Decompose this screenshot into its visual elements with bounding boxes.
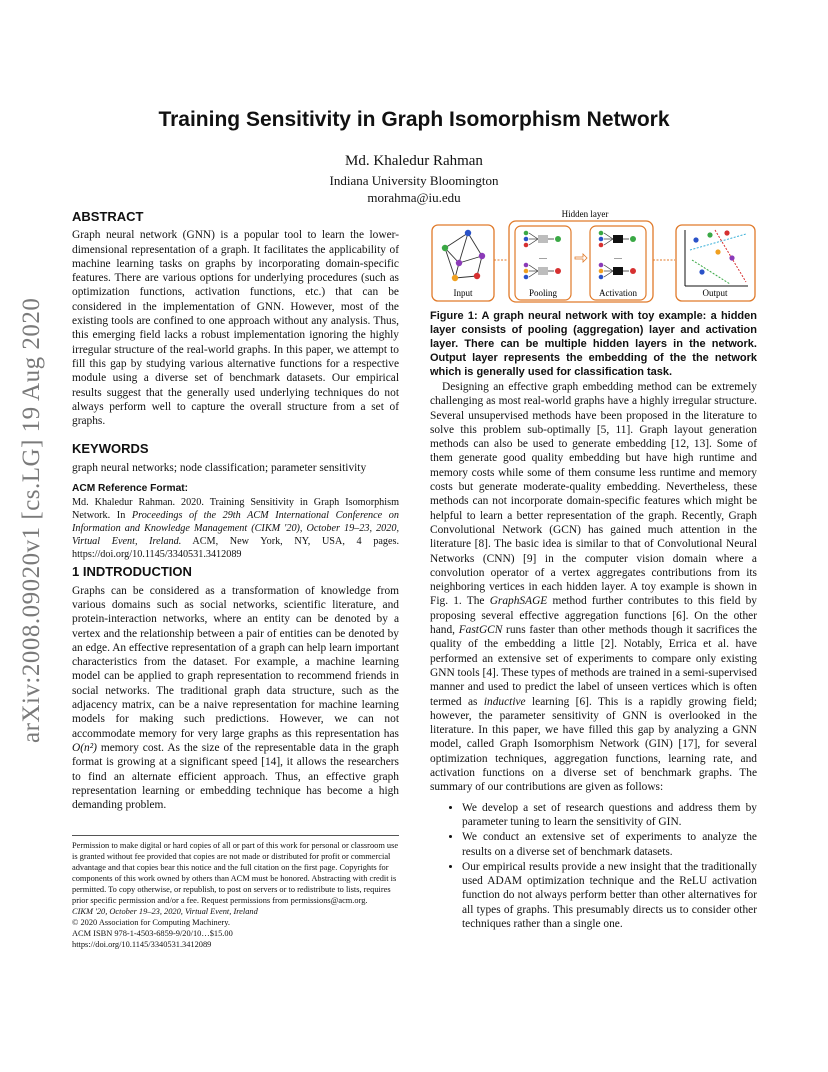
acm-ref-doi: ACM, New York, NY, USA, 4 pages. https://doi.org/10.1145/3340531.3412089 <box>72 536 399 561</box>
intro-text-part1: Graphs can be considered as a transformation of knowledge from various domains such as social networks, scientific literature, and protein-interaction networks, where an entity can be denoted by a vertex and the relationship between a pair of entities can be denoted by an edge. An effective representation of a graph can help learn important characteristics from the dataset. For example, a machine learning model can be applied to graph representation to recommend friends in social networks. The traditional graph data structure, such as the adjacency matrix, can be a naive representation for machine learning models for making such predictions. However, we can not accommodate memory for very large graphs as this representation has <box>72 584 399 740</box>
list-item: • We develop a set of research questions and address them by parameter tuning to learn the sensitivity of GIN. <box>462 801 757 830</box>
input-graph <box>442 230 485 281</box>
footnote-doi: https://doi.org/10.1145/3340531.3412089 <box>72 940 212 949</box>
author-affiliation: Indiana University Bloomington <box>329 173 499 188</box>
right-text-part1: Designing an effective graph embedding method can be extremely challenging as most real-world graphs have a highly irregular structure. Several unsupervised methods have been proposed in the literature to solve this problem sub-optimally [5, 11]. Graph layout generation methods can also be used to generate embedding [12, 13]. Some of them generate good quality embedding but have high runtime and memory costs while some of them consume less runtime and memory costs but generate moderate-quality embedding. Nevertheless, these methods can not incorporate domain-specific features which might be helpful to learn a better representation of the graph. Recently, Graph Convolutional Network (GCN) has gained much attention in the literature [8]. The basic idea is similar to that of Convolutional Neural Networks (CNN) [9] in the computer vision domain where a convolution operator of a vertex aggregates contributions from its neighboring vertices in each hidden layer. A toy example is shown in Fig. 1. The <box>430 381 757 608</box>
activation-label: Activation <box>599 288 637 298</box>
input-label: Input <box>453 288 473 298</box>
hidden-layer-label: Hidden layer <box>561 209 609 219</box>
acm-reference-heading: ACM Reference Format: <box>72 483 189 495</box>
intro-text-part2: memory cost. As the size of the representable data in the graph format is growing at a significant speed [14], it allows the researchers to find an alternate efficient approach. Thus, an effective graph representation learning or embedding technique has become a high demanding problem. <box>72 741 399 812</box>
arrow-pooling-activation <box>575 254 587 262</box>
author-email: morahma@iu.edu <box>367 190 461 205</box>
author-block <box>0 150 828 206</box>
right-text-part2: method further contributes to this field by proposing several effective aggregation functions [6]. On the other hand, <box>430 595 757 637</box>
author-name: Md. Khaledur Rahman <box>345 153 483 169</box>
venue-text: CIKM '20, October 19–23, 2020, Virtual Event, Ireland <box>72 907 258 916</box>
fastgcn-term: FastGCN <box>458 624 503 637</box>
right-paragraph <box>430 380 757 795</box>
permission-footnote <box>72 835 399 950</box>
list-item: • Our empirical results provide a new insight that the traditionally used ADAM optimization technique and the ReLU activation function do not always perform better than other alternatives for all types of graphs. This presumably directs us to consider other techniques rather than a single one. <box>462 860 757 931</box>
copyright-text: © 2020 Association for Computing Machinery. <box>72 918 230 927</box>
permission-text: Permission to make digital or hard copies of all or part of this work for personal or classroom use is granted without fee provided that copies are not made or distributed for profit or commercial advantage and that copies bear this notice and the full citation on the first page. Copyrights for components of this work owned by others than ACM must be honored. Abstracting with credit is permitted. To copy otherwise, or republish, to post on servers or to redistribute to lists, requires prior specific permission and/or a fee. Request permissions from permissions@acm.org. <box>72 841 399 905</box>
isbn-text: ACM ISBN 978-1-4503-6859-9/20/10…$15.00 <box>72 929 233 938</box>
graphsage-term: GraphSAGE <box>489 595 548 608</box>
arxiv-side-stamp: arXiv:2008.09020v1 [cs.LG] 19 Aug 2020 <box>18 297 45 743</box>
inductive-term: inductive <box>483 695 526 708</box>
output-label: Output <box>702 288 728 298</box>
intro-text <box>72 584 399 813</box>
figure-caption: Figure 1: A graph neural network with toy example: a hidden layer consists of pooling (aggregation) layer and activation layer. There can be multiple hidden layers in the network. Output layer represents the embedding of the the network which is generally used for classification task. <box>430 310 757 378</box>
acm-ref-proceedings: Proceedings of the 29th ACM International Conference on Information and Knowledge Management (CIKM '20), October 19–23, 2020, Virtual Event, Ireland. <box>72 510 399 548</box>
right-text-part4: learning [6]. This is a rapidly growing field; however, the parameter sensitivity of GNN is overlooked in the literature. In this paper, we have filled this gap by analyzing a GNN model, called Graph Isomorphism Network (GIN) [17], for several optimization techniques, aggregation functions, learning rate, and activation functions on a diverse set of benchmark graphs. The summary of our contributions are given as follows: <box>430 695 757 794</box>
acm-ref-text: Md. Khaledur Rahman. 2020. Training Sensitivity in Graph Isomorphism Network. In <box>72 497 399 522</box>
output-embedding-plot <box>685 230 748 286</box>
left-column <box>72 210 399 812</box>
figure-1 <box>430 208 757 379</box>
activation-units <box>599 231 636 280</box>
gnn-diagram <box>430 208 757 306</box>
svg-text:....: .... <box>614 252 622 261</box>
keywords-heading: KEYWORDS <box>72 441 149 457</box>
svg-text:....: .... <box>539 252 547 261</box>
intro-complexity: O(n²) <box>72 741 97 754</box>
abstract-heading: ABSTRACT <box>72 209 144 224</box>
right-text-part3: runs faster than other methods though it sacrifices the quality of the embedding a little [2]. Notably, Errica et al. have performed an extensive set of experiments to compare only existing GNN tools [4]. These types of methods are trained in a semi-supervised manner and used to predict the label of unseen vertices which is often termed as <box>430 624 757 708</box>
pooling-units <box>524 231 561 280</box>
right-column <box>430 380 757 932</box>
contribution-list <box>430 801 757 932</box>
abstract-text: Graph neural network (GNN) is a popular tool to learn the lower-dimensional representation of a graph. It facilitates the applicability of machine learning tasks on graphs by incorporating domain-specific features. There are various options for underlying procedures (such as optimization functions, activation functions, etc.) that can be considered in the implementation of GNN. However, most of the existing tools are confined to one approach without any analysis. Thus, this emerging field lacks a robust implementation ignoring the highly irregular structure of the real-world graphs. In this paper, we attempt to fill this gap by studying various alternative functions for a respective module using a diverse set of benchmark datasets. Our empirical results suggest that the generally used underlying techniques do not always perform well to capture the overall structure from a set of graphs. <box>72 229 399 428</box>
intro-heading: 1 INDTRODUCTION <box>72 564 192 580</box>
paper-title: Training Sensitivity in Graph Isomorphism Network <box>158 108 670 131</box>
acm-reference-body <box>72 496 399 561</box>
pooling-label: Pooling <box>528 288 558 298</box>
keywords-text: graph neural networks; node classification; parameter sensitivity <box>72 461 367 474</box>
list-item: • We conduct an extensive set of experiments to analyze the results on a diverse set of benchmark datasets. <box>462 830 757 859</box>
